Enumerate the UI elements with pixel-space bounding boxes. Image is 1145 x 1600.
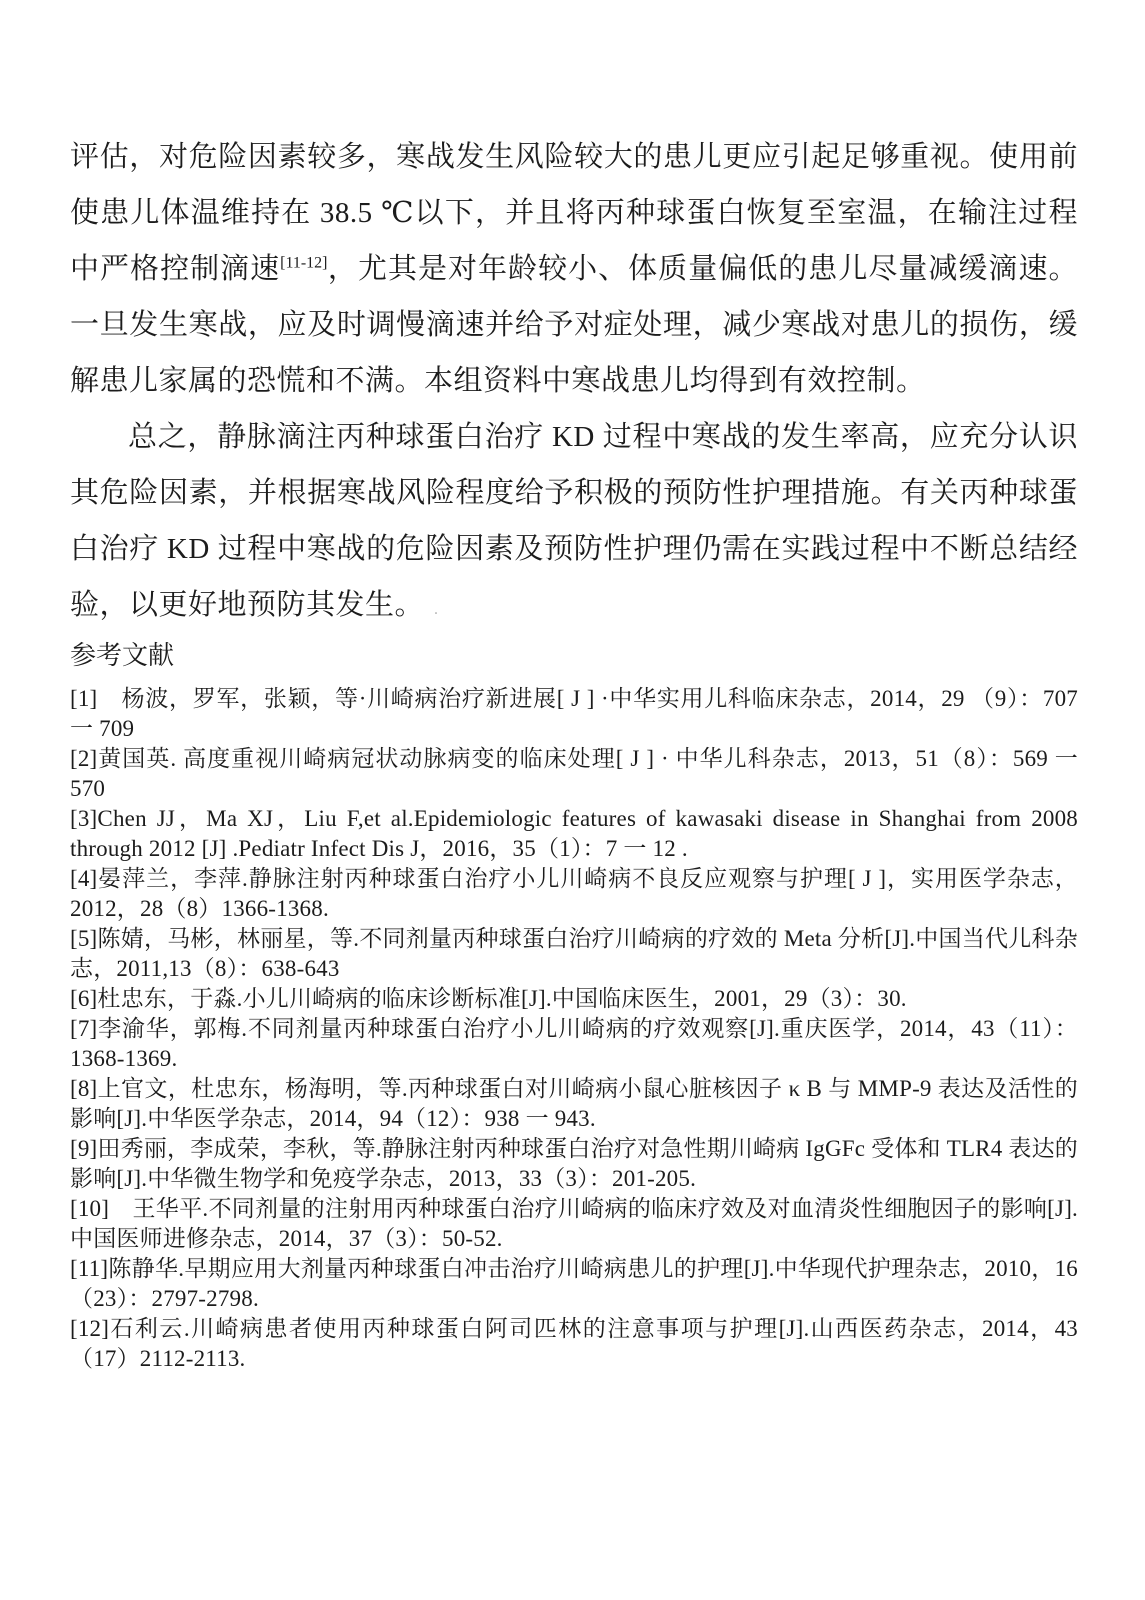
paragraph-discussion [70,129,1078,409]
stray-mark: . [434,601,439,618]
reference-item-6: [6]杜忠东，于淼.小儿川崎病的临床诊断标准[J].中国临床医生，2001，29（3）：30. [70,986,907,1011]
paragraph-conclusion [70,409,1078,638]
reference-item-8: [8]上官文，杜忠东，杨海明，等.丙种球蛋白对川崎病小鼠心脏核因子 κ B 与 MMP-9 表达及活性的影响[J].中华医学杂志，2014，94（12）：938 一 943. [70,1076,1078,1131]
reference-item-11: [11]陈静华.早期应用大剂量丙种球蛋白冲击治疗川崎病患儿的护理[J].中华现代护理杂志，2010，16（23）：2797-2798. [70,1256,1078,1311]
paragraph-conclusion-text: 总之，静脉滴注丙种球蛋白治疗 KD 过程中寒战的发生率高，应充分认识其危险因素，并根据寒战风险程度给予积极的预防性护理措施。有关丙种球蛋白治疗 KD 过程中寒战的危险因素及预防性护理仍需在实践过程中不断总结经验，以更好地预防其发生。 [70,421,1078,621]
reference-item-5: [5]陈婧，马彬，林丽星，等.不同剂量丙种球蛋白治疗川崎病的疗效的 Meta 分析[J].中国当代儿科杂志，2011,13（8）：638-643 [70,926,1078,981]
reference-item-3: [3]Chen JJ，Ma XJ，Liu F,et al.Epidemiologic features of kawasaki disease in Shanghai from 2008 through 2012 [J] .Pediatr Infect Dis J，2016，35（1）：7 一 12 . [70,806,1078,861]
body-text [70,129,1078,638]
paragraph-discussion-text-before-citation: 评估，对危险因素较多，寒战发生风险较大的患儿更应引起足够重视。使用前使患儿体温维持在 38.5 ℃以下，并且将丙种球蛋白恢复至室温，在输注过程中严格控制滴速 [70,141,1078,285]
citation-superscript: [11-12] [280,254,328,272]
reference-item-10: [10] 王华平.不同剂量的注射用丙种球蛋白治疗川崎病的临床疗效及对血清炎性细胞因子的影响[J].中国医师进修杂志，2014，37（3）：50-52. [70,1196,1078,1251]
reference-item-12: [12]石利云.川崎病患者使用丙种球蛋白阿司匹林的注意事项与护理[J].山西医药杂志，2014，43（17）2112-2113. [70,1316,1078,1371]
references-heading: 参考文献 [70,641,175,670]
reference-list [70,684,1078,1374]
paragraph-discussion-text-after-citation: ，尤其是对年龄较小、体质量偏低的患儿尽量减缓滴速。一旦发生寒战，应及时调慢滴速并给予对症处理，减少寒战对患儿的损伤，缓解患儿家属的恐慌和不满。本组资料中寒战患儿均得到有效控制。 [70,253,1078,397]
reference-item-7: [7]李渝华，郭梅.不同剂量丙种球蛋白治疗小儿川崎病的疗效观察[J].重庆医学，2014，43（11）：1368-1369. [70,1016,1078,1071]
reference-item-2: [2]黄国英. 高度重视川崎病冠状动脉病变的临床处理[ J ] · 中华儿科杂志，2013，51（8）：569 一 570 [70,746,1078,801]
reference-item-1: [1] 杨波，罗军，张颖，等·川崎病治疗新进展[ J ] ·中华实用儿科临床杂志，2014，29 （9）：707 一 709 [70,686,1078,741]
reference-item-9: [9]田秀丽，李成荣，李秋，等.静脉注射丙种球蛋白治疗对急性期川崎病 IgGFc 受体和 TLR4 表达的影响[J].中华微生物学和免疫学杂志，2013，33（3）：201-205. [70,1136,1078,1191]
reference-item-4: [4]晏萍兰，李萍.静脉注射丙种球蛋白治疗小儿川崎病不良反应观察与护理[ J ]，实用医学杂志，2012，28（8）1366-1368. [70,866,1078,921]
